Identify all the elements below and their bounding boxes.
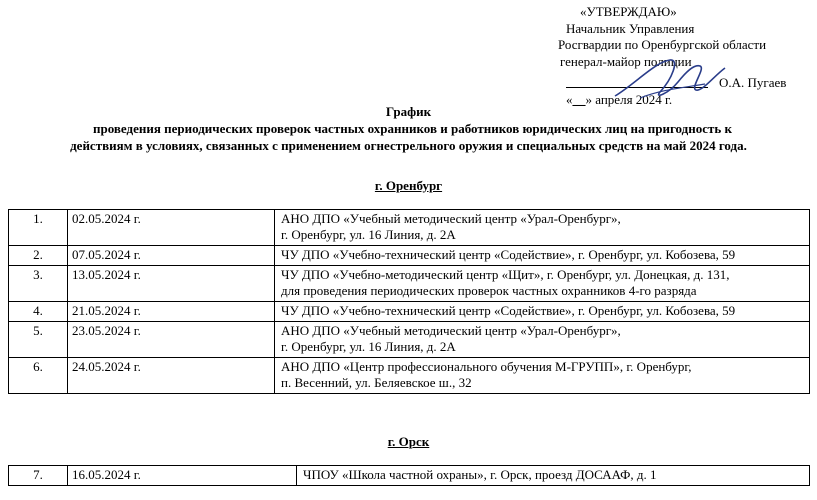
row-place-line: ЧПОУ «Школа частной охраны», г. Орск, проезд ДОСААФ, д. 1: [303, 467, 657, 482]
row-place-line: г. Оренбург, ул. 16 Линия, д. 2А: [281, 227, 456, 242]
row-date: 02.05.2024 г.: [68, 210, 275, 246]
title-subheading-line1: проведения периодических проверок частных охранников и работников юридических лиц на пригодность к: [93, 121, 732, 136]
approval-date-day: __: [572, 92, 586, 107]
approver-rank: генерал-майор полиции: [560, 53, 692, 69]
row-place-line: АНО ДПО «Учебный методический центр «Урал-Оренбург»,: [281, 323, 621, 338]
row-number: 2.: [9, 246, 68, 266]
table-row: [9, 246, 810, 266]
row-place-line: ЧУ ДПО «Учебно-технический центр «Содействие», г. Оренбург, ул. Кобозева, 59: [281, 303, 736, 318]
row-place: [275, 358, 810, 394]
approver-name: О.А. Пугаев: [719, 75, 787, 90]
table-row: [9, 322, 810, 358]
row-place: [297, 466, 810, 486]
approval-date-open-quote: «: [566, 92, 573, 107]
row-date: 16.05.2024 г.: [68, 466, 297, 486]
row-place-line: п. Весенний, ул. Беляевское ш., 32: [281, 375, 472, 390]
title-subheading-line2: действиям в условиях, связанных с применением огнестрельного оружия и специальных средств на май 2024 года.: [70, 138, 747, 153]
table-row: [9, 266, 810, 302]
city-heading-orenburg: г. Оренбург: [374, 178, 443, 193]
row-date: 23.05.2024 г.: [68, 322, 275, 358]
schedule-table-orenburg: [8, 209, 810, 394]
approver-position-line1: Начальник Управления: [566, 20, 695, 36]
row-place-line: ЧУ ДПО «Учебно-технический центр «Содействие», г. Оренбург, ул. Кобозева, 59: [281, 247, 736, 262]
approval-header: «УТВЕРЖДАЮ»: [580, 4, 677, 19]
row-number: 3.: [9, 266, 68, 302]
signature-line: [566, 87, 708, 88]
row-number: 5.: [9, 322, 68, 358]
row-place-line: АНО ДПО «Центр профессионального обучения М-ГРУПП», г. Оренбург,: [281, 359, 692, 374]
signature-row: [558, 70, 813, 92]
row-number: 4.: [9, 302, 68, 322]
row-place-line: ЧУ ДПО «Учебно-методический центр «Щит», г. Оренбург, ул. Донецкая, д. 131,: [281, 267, 730, 282]
row-place-line: для проведения периодических проверок частных охранников 4-го разряда: [281, 283, 697, 298]
row-place: [275, 266, 810, 302]
row-date: 13.05.2024 г.: [68, 266, 275, 302]
document-title: [0, 103, 817, 154]
approval-date-rest: » апреля 2024 г.: [585, 92, 673, 107]
approver-position-line2: Росгвардии по Оренбургской области: [558, 37, 767, 52]
row-place: [275, 322, 810, 358]
row-place-line: АНО ДПО «Учебный методический центр «Урал-Оренбург»,: [281, 211, 621, 226]
city-heading-orsk: г. Орск: [387, 434, 430, 449]
row-number: 1.: [9, 210, 68, 246]
row-place-line: г. Оренбург, ул. 16 Линия, д. 2А: [281, 339, 456, 354]
row-place: [275, 210, 810, 246]
approval-block: [558, 4, 813, 109]
table-row: [9, 358, 810, 394]
row-date: 21.05.2024 г.: [68, 302, 275, 322]
table-row: [9, 302, 810, 322]
table-row: [9, 466, 810, 486]
schedule-table-orsk: [8, 465, 810, 486]
row-date: 24.05.2024 г.: [68, 358, 275, 394]
row-number: 7.: [9, 466, 68, 486]
row-place: [275, 302, 810, 322]
row-number: 6.: [9, 358, 68, 394]
row-date: 07.05.2024 г.: [68, 246, 275, 266]
title-heading: График: [385, 104, 432, 119]
table-row: [9, 210, 810, 246]
row-place: [275, 246, 810, 266]
